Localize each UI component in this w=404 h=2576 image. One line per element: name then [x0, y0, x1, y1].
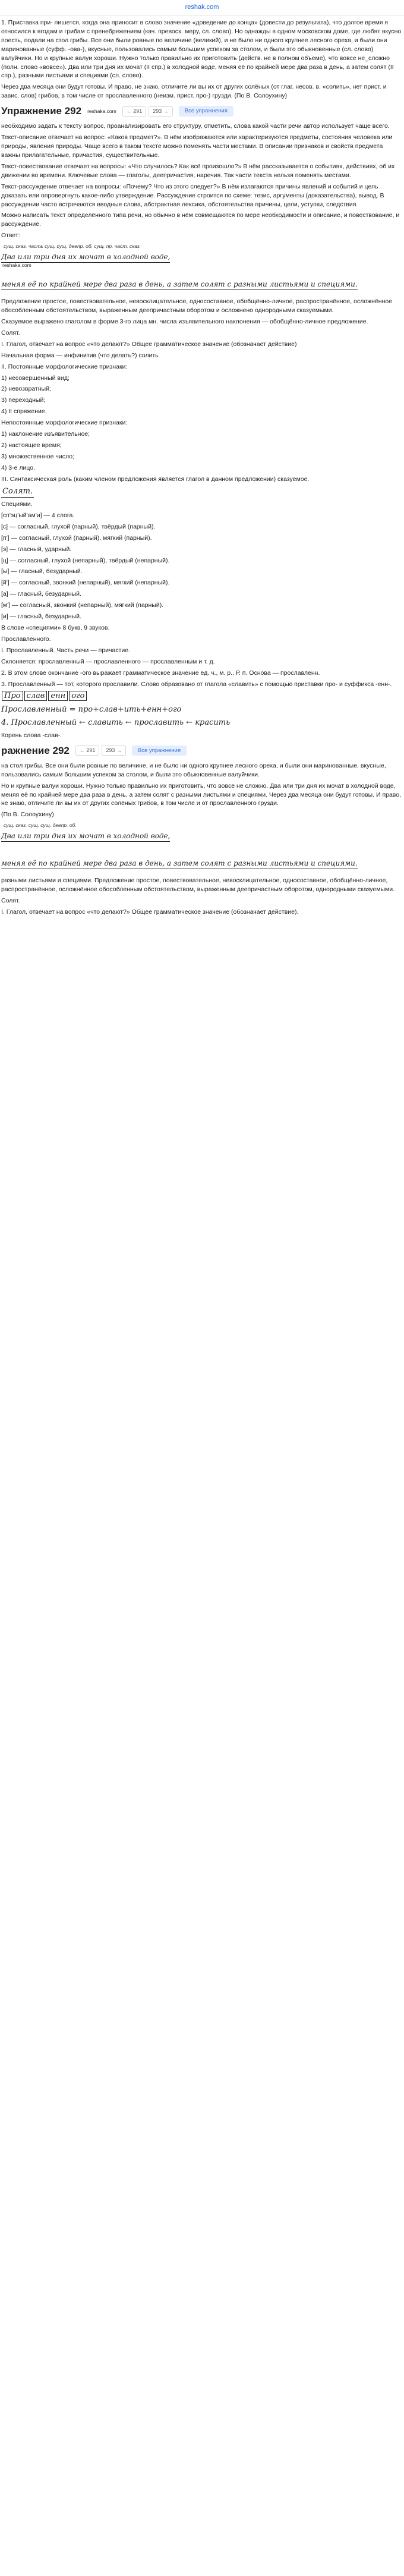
parse-labels: сущ. сказ. часть сущ. сущ. деепр. об. сущ. пр. част. сказ. [4, 243, 141, 250]
analysis-12: 1) наклонение изъявительное; [1, 430, 90, 438]
phon-14: I. Прославленный. Часть речи — причастие. [1, 646, 131, 654]
theory-paragraph-2: Текст-описание отвечает на вопрос: «Каков предмет?». В нём изображаются или характеризуются предметы, состояния человека или природы, явления природы. Чаще всего в таком тексте можно поменять части местами. В описании признаков и свойств предмета важны прилагательные, причастия, существительные. [1, 134, 393, 159]
phon-15: Склоняется: прославленный — прославленного — прославленным и т. д. [1, 658, 215, 665]
root-line: Корень слова -слав-. [1, 731, 62, 739]
scheme-prefix: Про [2, 691, 23, 701]
analysis-4: I. Глагол, отвечает на вопрос «что делают?» Общее грамматическое значение (обозначает действие) [1, 340, 297, 348]
parsed-sentence-line: Два или три дня их мочат в холодной воде, [1, 252, 170, 263]
scheme-ending: ого [69, 691, 87, 701]
theory-paragraph-3: Текст-повествование отвечает на вопросы: «Что случилось? Как всё произошло?» В нём рассказывается о событиях, действиях, об их движении во времени. Ключевые слова — глаголы, деепричастия, наречия. Так части текста нельзя поменять местами. [1, 162, 395, 179]
bottom-analysis-3: I. Глагол, отвечает на вопрос «что делают?» Общее грамматическое значение (обозначает действие). [1, 908, 299, 916]
analysis-10: 4) II спряжение. [1, 408, 47, 416]
parsed-sentence-line-2: меняя её по крайней мере два раза в день, а затем солят с разными листьями и специями. [1, 279, 358, 290]
analysis-11: Непостоянные морфологические признаки: [1, 419, 128, 427]
exercise-title-2: ражнение 292 [1, 744, 70, 756]
intro-paragraph-1: 1. Приставка при- пишется, когда она приносит в слово значение «доведение до конца» (довести до результата), что долгое время я относился к ягодам и грибам с пренебрежением (кач. превосх. меру, сл. слово). Но однажды в одном московском доме, где любят вкусно поесть, подали на стол грибы. Все они были ровные по величине (великий), и не было ни одного крупнее лесного ореха, и были они маринованные (суфф. -ова-), вкусные, пользовались самым большим успехом за столом, и были это обыкновенные (сл. слово) валуйчики. Но и крупные валуи хороши. Нужно только правильно их приготовить (действ. не в полном объеме), что вовсе не_сложно (полн. слово «вовсе»). Два или три дня их мочат (II спр.) в холодной воде, меняя её по крайней мере два раза в день, а затем солят (II спр.), разными листьями и специями (сл. слово). [1, 19, 402, 80]
phon-8: [й'] — согласный, звонкий (непарный), мягкий (непарный). [1, 579, 170, 587]
bottom-text-1: на стол грибы. Все они были ровные по величине, и не было ни одного крупнее лесного ореха, и были они маринованные, вкусные, пользовались самым большим успехом за столом, и были это обыкновенные валуйчики. [1, 762, 386, 778]
phon-9: [а] — гласный, безударный. [1, 590, 81, 598]
analysis-16: III. Синтаксическая роль (каким членом предложения является глагол в данном предложении) сказуемое. [1, 475, 310, 483]
phon-6: [ц] — согласный, глухой (непарный), твёрдый (непарный). [1, 556, 170, 564]
next-exercise-button[interactable]: 293 → [149, 106, 173, 117]
phon-3: [с] — согласный, глухой (парный), твёрдый (парный). [1, 523, 156, 530]
phon-16: 2. В этом слове окончание -ого выражает грамматическое значение ед. ч., м. р., Р. п. Основа — прославленн. [1, 669, 320, 677]
sentence-parse-2b [1, 849, 403, 875]
bottom-text-2: Но и крупные валуи хороши. Нужно только правильно их приготовить, что вовсе не сложно. Два или три дня их мочат в холодной воде, меняя её по крайней мере два раза в день, а затем солят с разными листьями и специями. Через два месяца они будут готовы. И право, не знаю, отличите ли вы их от других солёных грибов, в том числе и от прославленного грузди. [1, 782, 402, 807]
watermark: reshaka.com [87, 108, 116, 115]
analysis-3: Солят. [1, 329, 20, 336]
exercise-header [1, 104, 403, 118]
next-exercise-button-2[interactable]: 293 → [102, 746, 126, 756]
analysis-2: Сказуемое выражено глаголом в форме 3-го лица мн. числа изъявительного наклонения — обобщённо-личное предложение. [1, 317, 368, 325]
scheme-root: слав [24, 691, 48, 701]
parse-labels-2: сущ. сказ. сущ. сущ. деепр. об. [4, 822, 77, 829]
analysis-14: 3) множественное число; [1, 452, 74, 460]
analysis-9: 3) переходный; [1, 397, 46, 404]
answer-label: Ответ: [1, 232, 20, 240]
parsed-sentence-line-4: меняя её по крайней мере два раза в день, а затем солят с разными листьями и специями. [1, 858, 358, 869]
sentence-parse-2 [1, 822, 403, 848]
phon-5: [э] — гласный, ударный. [1, 545, 72, 553]
theory-paragraph-1: необходимо задать к тексту вопрос, проанализировать его структуру, отметить, слова какой части речи автор использует чаще всего. [1, 122, 390, 130]
prev-exercise-button[interactable]: ← 291 [122, 106, 147, 117]
all-exercises-button[interactable]: Все упражнения [179, 106, 233, 116]
theory-paragraph-5: Можно написать текст определённого типа речи, но обычно в нём совмещаются по мере необходимости и описание, и повествование, и рассуждение. [1, 212, 400, 228]
parsed-sentence-line-3: Два или три дня их мочат в холодной воде, [1, 831, 170, 842]
scheme-line-2: 4. Прославленный ← славить ← прославить ← красить [1, 718, 231, 728]
analysis-1: Предложение простое, повествовательное, невосклицательное, односоставное, обобщённо-личное, распространённое, осложнённое обособленным обстоятельством, выраженным деепричастным оборотом и осложнено однородными сказуемыми. [1, 298, 393, 314]
phon-4: [п'] — согласный, глухой (парный), мягкий (парный). [1, 534, 152, 542]
bottom-text-3: (По В. Солоухину) [1, 811, 54, 819]
exercise-title: Упражнение 292 [1, 105, 82, 117]
bottom-analysis-1: разными листьями и специями. Предложение простое, повествовательное, невосклицательное, односоставное, обобщённо-личное, распространённое, осложнённое обособленным обстоятельством, выраженным деепричастным оборотом, однородными сказуемыми. [1, 877, 395, 894]
analysis-8: 2) невозвратный; [1, 385, 51, 393]
main-content [0, 16, 404, 917]
site-header [0, 0, 404, 16]
scheme-line-1: Прославленный = про+слав+ить+енн+ого [1, 704, 182, 714]
sentence-parse-1b [1, 270, 403, 296]
scheme-suffix: енн [48, 691, 68, 701]
phon-10: [м'] — согласный, звонкий (непарный), мягкий (парный). [1, 602, 164, 609]
sentence-parse-1 [1, 243, 403, 269]
analysis-13: 2) настоящее время; [1, 441, 62, 449]
phon-2: [сп'эц'ый'ам'и] — 4 слога. [1, 511, 75, 519]
site-logo[interactable]: reshak.com [185, 4, 219, 11]
theory-paragraph-4: Текст-рассуждение отвечает на вопросы: «Почему? Что из этого следует?» В нём излагаются причины явлений и событий и цель доказать или опровергнуть какое-либо утверждение. Рассуждение строится по схеме: тезис, аргументы (доказательства), вывод. В рассуждении часто встречаются вводные слова, абстрактная лексика, обстоятельства причины, цели, уступки, следствия. [1, 183, 384, 208]
bottom-analysis-2: Солят. [1, 897, 20, 905]
exercise-header-2 [1, 744, 403, 758]
phon-12: В слове «специями» 8 букв, 9 звуков. [1, 624, 110, 631]
all-exercises-button-2[interactable]: Все упражнения [132, 746, 187, 756]
phon-11: [и] — гласный, безударный. [1, 613, 81, 621]
prev-exercise-button-2[interactable]: ← 291 [75, 746, 100, 756]
phon-17: 3. Прославленный — тот, которого прославили. Слово образовано от глагола «славить» с помощью приставки про- и суффикса -енн-. [1, 680, 392, 688]
analysis-15: 4) 3-е лицо. [1, 464, 35, 471]
pager-2 [75, 746, 126, 756]
morpheme-scheme [1, 691, 403, 702]
phon-7: [ы] — гласный, безударный. [1, 568, 83, 575]
analysis-5: Начальная форма — инфинитив (что делать?) солить [1, 351, 159, 359]
analysis-6: II. Постоянные морфологические признаки: [1, 363, 128, 370]
watermark: reshaka.com [2, 262, 31, 269]
pager [122, 106, 173, 117]
analysis-7: 1) несовершенный вид; [1, 374, 70, 382]
intro-paragraph-2: Через два месяца они будут готовы. И право, не знаю, отличите ли вы их от других солёных (от глаг. несов. в. «солить», нет прист. и завис. слов) грибов, в том числе от прославленного (неизм. прист. про-) грузди. (По В. Солоухину) [1, 83, 387, 100]
phon-13: Прославленного. [1, 635, 51, 643]
phon-1: Специями. [1, 501, 33, 508]
morph-word: Солят. [1, 486, 34, 498]
